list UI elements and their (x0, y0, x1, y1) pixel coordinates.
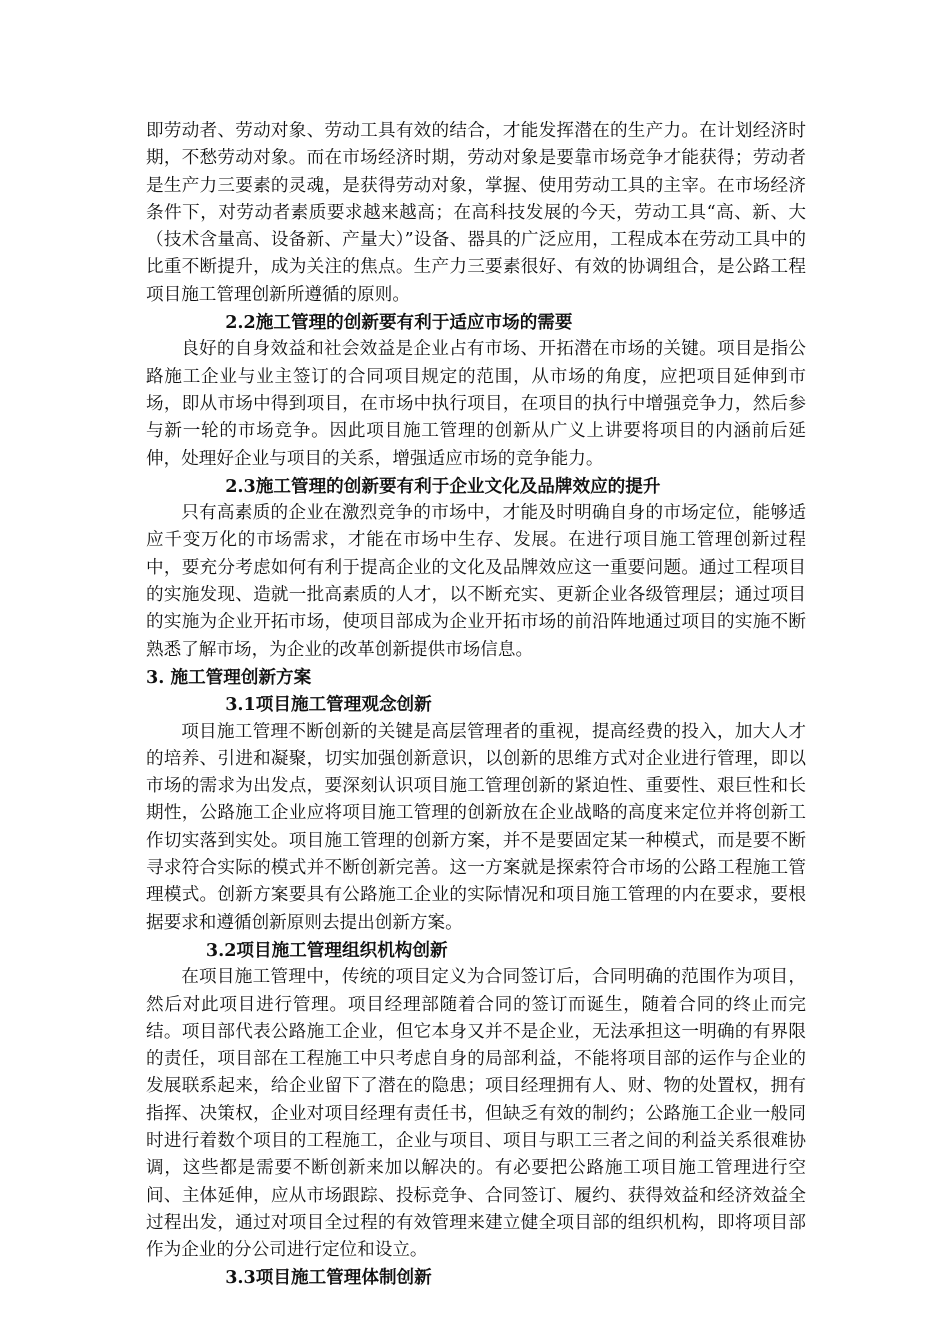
paragraph-productivity-principle: 即劳动者、劳动对象、劳动工具有效的结合，才能发挥潜在的生产力。在计划经济时期，不愁劳动对象。而在市场经济时期，劳动对象是要靠市场竞争才能获得；劳动者是生产力三要素的灵魂，是获得劳动对象，掌握、使用劳动工具的主宰。在市场经济条件下，对劳动者素质要求越来越高；在高科技发展的今天，劳动工具“高、新、大（技术含量高、设备新、产量大）”设备、器具的广泛应用，工程成本在劳动工具中的比重不断提升，成为关注的焦点。生产力三要素很好、有效的协调组合，是公路工程项目施工管理创新所遵循的原则。 (146, 121, 806, 305)
document-page (146, 118, 806, 1292)
section-heading-3-1: 3.1项目施工管理观念创新 (225, 694, 432, 716)
section-heading-2-2: 2.2施工管理的创新要有利于适应市场的需要 (225, 312, 573, 334)
section-heading-3: 3. 施工管理创新方案 (146, 666, 312, 688)
section-heading-3-2: 3.2项目施工管理组织机构创新 (205, 939, 448, 961)
paragraph-organization-innovation: 在项目施工管理中，传统的项目定义为合同签订后，合同明确的范围作为项目，然后对此项目进行管理。项目经理部随着合同的签订而诞生，随着合同的终止而完结。项目部代表公路施工企业，但它本身又并不是企业，无法承担这一明确的有界限的责任，项目部在工程施工中只考虑自身的局部利益，不能将项目部的运作与企业的发展联系起来，给企业留下了潜在的隐患；项目经理拥有人、财、物的处置权，拥有指挥、决策权，企业对项目经理有责任书，但缺乏有效的制约；公路施工企业一般同时进行着数个项目的工程施工，企业与项目、项目与职工三者之间的利益关系很难协调，这些都是需要不断创新来加以解决的。有必要把公路施工项目施工管理进行空间、主体延伸，应从市场跟踪、投标竞争、合同签订、履约、获得效益和经济效益全过程出发，通过对项目全过程的有效管理来建立健全项目部的组织机构，即将项目部作为企业的分公司进行定位和设立。 (146, 967, 806, 1261)
paragraph-concept-innovation: 项目施工管理不断创新的关键是高层管理者的重视，提高经费的投入，加大人才的培养、引进和凝聚，切实加强创新意识，以创新的思维方式对企业进行管理，即以市场的需求为出发点，要深刻认识项目施工管理创新的紧迫性、重要性、艰巨性和长期性，公路施工企业应将项目施工管理的创新放在企业战略的高度来定位并将创新工作切实落到实处。项目施工管理的创新方案，并不是要固定某一种模式，而是要不断寻求符合实际的模式并不断创新完善。这一方案就是探索符合市场的公路工程施工管理模式。创新方案要具有公路施工企业的实际情况和项目施工管理的内在要求，要根据要求和遵循创新原则去提出创新方案。 (146, 721, 806, 933)
paragraph-market-adaptation: 良好的自身效益和社会效益是企业占有市场、开拓潜在市场的关键。项目是指公路施工企业与业主签订的合同项目规定的范围，从市场的角度，应把项目延伸到市场，即从市场中得到项目，在市场中执行项目，在项目的执行中增强竞争力，然后参与新一轮的市场竞争。因此项目施工管理的创新从广义上讲要将项目的内涵前后延伸，处理好企业与项目的关系，增强适应市场的竞争能力。 (146, 339, 806, 469)
section-heading-3-3: 3.3项目施工管理体制创新 (225, 1267, 432, 1289)
section-heading-2-3: 2.3施工管理的创新要有利于企业文化及品牌效应的提升 (225, 475, 661, 497)
paragraph-corporate-culture: 只有高素质的企业在激烈竞争的市场中，才能及时明确自身的市场定位，能够适应千变万化的市场需求，才能在市场中生存、发展。在进行项目施工管理创新过程中，要充分考虑如何有利于提高企业的文化及品牌效应这一重要问题。通过工程项目的实施发现、造就一批高素质的人才，以不断充实、更新企业各级管理层；通过项目的实施为企业开拓市场，使项目部成为企业开拓市场的前沿阵地通过项目的实施不断熟悉了解市场，为企业的改革创新提供市场信息。 (146, 503, 806, 660)
